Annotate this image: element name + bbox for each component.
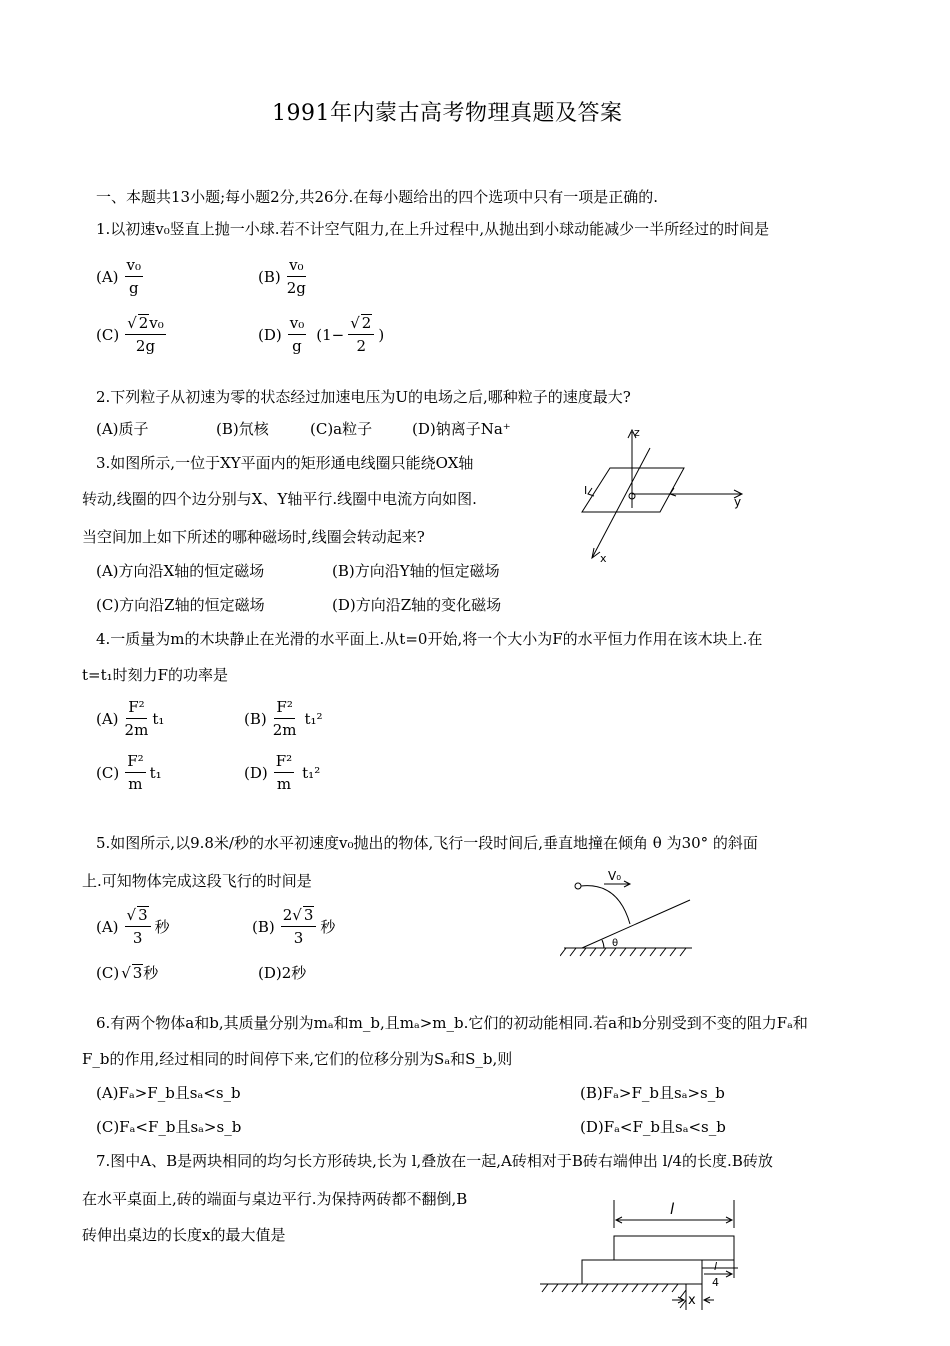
q5-option-b[interactable]	[252, 906, 335, 947]
rectangular-coil	[582, 468, 684, 512]
numerator: v₀	[288, 314, 307, 335]
coil-axes-figure	[570, 420, 760, 570]
option-label: (B)	[258, 267, 281, 286]
denominator: m	[276, 775, 292, 793]
numerator: v₀	[125, 256, 144, 277]
q3-line2: 转动,线圈的四个边分别与X、Y轴平行.线圈中电流方向如图.	[82, 490, 477, 508]
x-label: x	[688, 1293, 696, 1308]
q4-option-d[interactable]	[244, 752, 320, 793]
z-label: z	[634, 426, 640, 439]
paren-open: (1−	[316, 325, 345, 344]
denominator: 2m	[124, 721, 149, 739]
q5-option-d[interactable]: (D)2秒	[258, 964, 307, 982]
q5-line1: 5.如图所示,以9.8米/秒的水平初速度v₀抛出的物体,飞行一段时间后,垂直地撞在倾角 θ 为30° 的斜面	[96, 834, 758, 852]
denominator: g	[128, 279, 139, 297]
fraction	[125, 256, 144, 297]
q1-stem: 1.以初速v₀竖直上抛一小球.若不计空气阻力,在上升过程中,从抛出到小球动能减少一半所经过的时间是	[96, 220, 770, 238]
current-label: I	[584, 484, 588, 497]
q5-line2: 上.可知物体完成这段飞行的时间是	[82, 872, 312, 890]
coefficient: 2	[282, 906, 293, 924]
q2-option-d[interactable]: (D)钠离子Na⁺	[412, 420, 511, 438]
launch-point	[575, 883, 581, 889]
option-label: (C)	[96, 963, 120, 982]
option-label: (B)	[252, 917, 275, 936]
denominator: 3	[293, 929, 304, 947]
q2-stem: 2.下列粒子从初速为零的状态经过加速电压为U的电场之后,哪种粒子的速度最大?	[96, 388, 631, 406]
option-label: (C)	[96, 763, 120, 782]
fraction	[125, 906, 151, 947]
q3-option-a[interactable]: (A)方向沿X轴的恒定磁场	[96, 562, 265, 580]
theta-label: θ	[612, 938, 619, 949]
v0-label: V₀	[608, 869, 622, 883]
radical-sign: √	[292, 906, 302, 924]
q3-option-d[interactable]: (D)方向沿Z轴的变化磁场	[332, 596, 502, 614]
fraction	[274, 752, 294, 793]
denominator: m	[128, 775, 143, 793]
q2-option-a[interactable]: (A)质子	[96, 420, 149, 438]
option-label: (A)	[96, 267, 119, 286]
unit-seconds: 秒	[320, 918, 336, 936]
radicand: 3	[303, 906, 314, 924]
time-symbol: t₁	[152, 709, 165, 728]
length-label: l	[670, 1200, 675, 1218]
fraction	[281, 906, 317, 947]
q2-option-b[interactable]: (B)氘核	[216, 420, 269, 438]
numerator	[125, 314, 166, 335]
q7-line2: 在水平桌面上,砖的端面与桌边平行.为保持两砖都不翻倒,B	[82, 1190, 468, 1208]
radical-sign: √	[121, 963, 131, 982]
option-label: (A)	[96, 709, 119, 728]
numerator	[348, 314, 374, 335]
fraction	[288, 314, 307, 355]
radicand: 3	[132, 964, 143, 982]
q3-option-b[interactable]: (B)方向沿Y轴的恒定磁场	[332, 562, 500, 580]
numerator: F²	[274, 752, 294, 773]
x-axis	[592, 448, 650, 558]
q6-line2: F_b的作用,经过相同的时间停下来,它们的位移分别为Sₐ和S_b,则	[82, 1050, 513, 1068]
fraction	[125, 314, 166, 355]
fraction	[125, 698, 149, 739]
q3-line3: 当空间加上如下所述的哪种磁场时,线圈会转动起来?	[82, 528, 425, 546]
fraction	[273, 698, 297, 739]
q1-option-b[interactable]	[258, 256, 310, 297]
denominator: g	[292, 337, 302, 355]
y-label: y	[734, 495, 742, 509]
numerator: F²	[126, 698, 146, 719]
time-symbol: t₁²	[302, 763, 321, 782]
q5-option-c[interactable]	[96, 962, 158, 983]
q6-option-a[interactable]: (A)Fₐ>F_b且sₐ<s_b	[96, 1084, 241, 1102]
incline-line	[582, 900, 690, 948]
brick-a	[614, 1236, 734, 1260]
q3-line1: 3.如图所示,一位于XY平面内的矩形通电线圈只能绕OX轴	[96, 454, 474, 472]
numerator: F²	[125, 752, 145, 773]
current-arrow-icon	[670, 488, 676, 496]
denominator: 2g	[135, 337, 156, 355]
numerator	[125, 906, 151, 927]
time-symbol: t₁	[149, 763, 162, 782]
trajectory-curve	[581, 886, 630, 924]
time-symbol: t₁²	[304, 709, 323, 728]
x-label: x	[600, 552, 607, 565]
overhang-numerator: l	[714, 1260, 718, 1273]
option-label: (C)	[96, 325, 120, 344]
q7-line1: 7.图中A、B是两块相同的均匀长方形砖块,长为 l,叠放在一起,A砖相对于B砖右端伸出 l/4的长度.B砖放	[96, 1152, 773, 1170]
projectile-incline-figure	[560, 862, 700, 962]
option-label: (D)	[244, 763, 268, 782]
unit-seconds: 秒	[154, 918, 170, 936]
q6-option-c[interactable]: (C)Fₐ<F_b且sₐ>s_b	[96, 1118, 242, 1136]
q2-option-c[interactable]: (C)a粒子	[310, 420, 373, 438]
paren-close: )	[378, 325, 385, 344]
q3-option-c[interactable]: (C)方向沿Z轴的恒定磁场	[96, 596, 265, 614]
option-label: (D)	[258, 325, 282, 344]
fraction	[348, 314, 374, 355]
q1-option-c[interactable]	[96, 314, 170, 355]
fraction	[125, 752, 145, 793]
denominator: 3	[132, 929, 143, 947]
radicand: 2	[138, 314, 149, 332]
q5-option-a[interactable]	[96, 906, 170, 947]
q1-option-d[interactable]	[258, 314, 384, 355]
section-heading: 一、本题共13小题;每小题2分,共26分.在每小题给出的四个选项中只有一项是正确的.	[96, 188, 659, 206]
numerator: v₀	[287, 256, 306, 277]
radical-sign: √	[350, 314, 360, 332]
option-label: (A)	[96, 917, 119, 936]
overhang-denominator: 4	[712, 1276, 719, 1289]
radicand: 3	[138, 906, 148, 924]
q6-option-d[interactable]: (D)Fₐ<F_b且sₐ<s_b	[580, 1118, 726, 1136]
q1-option-a[interactable]	[96, 256, 147, 297]
page-title: 1991年内蒙古高考物理真题及答案	[272, 101, 623, 126]
q4-line2: t=t₁时刻力F的功率是	[82, 666, 229, 684]
ground-hatch	[560, 948, 686, 956]
option-label: (B)	[244, 709, 267, 728]
numerator: F²	[274, 698, 294, 719]
angle-arc	[602, 940, 604, 948]
unit-seconds: 秒	[143, 964, 159, 982]
denominator: 2m	[272, 721, 297, 739]
table-hatch	[542, 1284, 686, 1308]
q6-option-b[interactable]: (B)Fₐ>F_b且sₐ>s_b	[580, 1084, 725, 1102]
q4-option-c[interactable]	[96, 752, 162, 793]
radicand: 2	[361, 314, 372, 332]
q7-line3: 砖伸出桌边的长度x的最大值是	[82, 1226, 286, 1244]
denominator: 2	[356, 337, 367, 355]
radical-sign: √	[127, 314, 137, 332]
fraction	[287, 256, 306, 297]
q4-line1: 4.一质量为m的木块静止在光滑的水平面上.从t=0开始,将一个大小为F的水平恒力作用在该木块上.在	[96, 630, 763, 648]
v0-symbol: v₀	[149, 314, 164, 332]
q6-line1: 6.有两个物体a和b,其质量分别为mₐ和m_b,且mₐ>m_b.它们的初动能相同.若a和b分别受到不变的阻力Fₐ和	[96, 1014, 808, 1032]
brick-b	[582, 1260, 702, 1284]
denominator: 2g	[286, 279, 306, 297]
numerator	[281, 906, 317, 927]
stacked-bricks-figure	[540, 1196, 750, 1316]
q4-option-a[interactable]	[96, 698, 164, 739]
q4-option-b[interactable]	[244, 698, 323, 739]
radical-sign: √	[126, 906, 137, 924]
